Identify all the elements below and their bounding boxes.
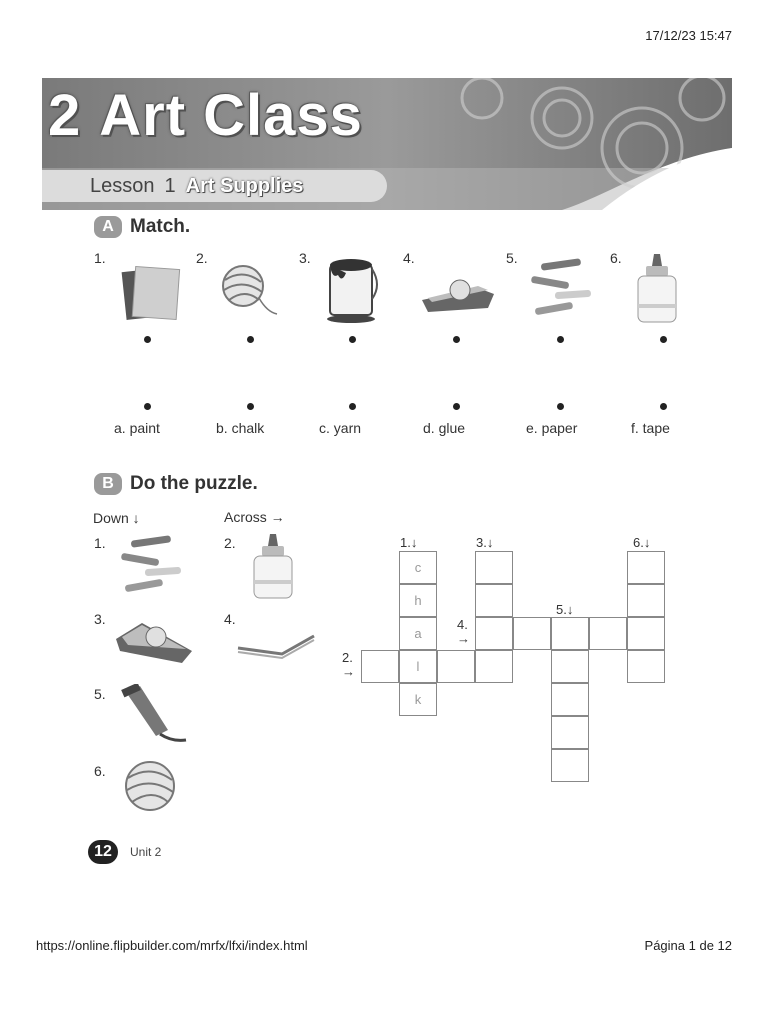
crossword-cell[interactable]	[361, 650, 399, 683]
clue-number: 1.	[94, 535, 106, 551]
crossword-label-5-down: 5.↓	[556, 602, 574, 617]
chalk-icon	[525, 255, 595, 321]
clue-number: 4.	[224, 611, 236, 627]
paper-icon	[236, 632, 318, 660]
match-answer: a. paint	[114, 420, 160, 436]
crossword-cell[interactable]	[627, 584, 665, 617]
lesson-label: Lesson	[90, 174, 155, 197]
crossword-cell[interactable]	[551, 716, 589, 749]
lesson-name: Art Supplies	[185, 174, 304, 197]
crossword-cell[interactable]: a	[399, 617, 437, 650]
match-item-number: 1.	[94, 250, 106, 266]
crossword-cell[interactable]: l	[399, 650, 437, 683]
match-dot-top[interactable]	[453, 336, 460, 343]
chalk-icon	[115, 532, 185, 598]
clue-number: 5.	[94, 686, 106, 702]
tape-dispenser-icon	[418, 272, 498, 316]
tape-dispenser-icon	[112, 615, 194, 667]
match-item-number: 6.	[610, 250, 622, 266]
unit-footer-label: Unit 2	[130, 845, 162, 859]
lesson-number: 1	[164, 174, 176, 197]
match-dot-bottom[interactable]	[247, 403, 254, 410]
crossword-cell[interactable]	[475, 617, 513, 650]
source-url: https://online.flipbuilder.com/mrfx/lfxi/index.html	[36, 938, 308, 953]
crossword-label-1-down: 1.↓	[400, 535, 418, 550]
crossword-arrow-2-across: →	[342, 664, 355, 679]
clue-number: 6.	[94, 763, 106, 779]
crossword-cell[interactable]: c	[399, 551, 437, 584]
match-answer: f. tape	[631, 420, 670, 436]
match-answer: d. glue	[423, 420, 466, 436]
crossword-label-3-down: 3.↓	[476, 535, 494, 550]
crossword-label-2-across: 2.	[342, 650, 353, 665]
section-b-header	[94, 473, 258, 495]
crossword-cell[interactable]	[437, 650, 475, 683]
unit-number: 2	[48, 83, 82, 148]
clue-number: 2.	[224, 535, 236, 551]
crossword-cell[interactable]	[475, 650, 513, 683]
section-a-badge: A	[94, 216, 122, 238]
section-a-title: Match.	[130, 216, 191, 237]
paint-tube-icon	[116, 684, 190, 746]
glue-bottle-icon	[632, 252, 682, 326]
crossword-cell[interactable]	[551, 650, 589, 683]
crossword-cell[interactable]	[551, 683, 589, 716]
unit-title	[48, 82, 363, 149]
crossword-arrow-4-across: →	[457, 631, 470, 646]
clue-number: 3.	[94, 611, 106, 627]
crossword-cell[interactable]	[551, 749, 589, 782]
page-number-badge: 12	[88, 840, 118, 864]
section-b-title: Do the puzzle.	[130, 473, 258, 494]
crossword-cell[interactable]	[627, 650, 665, 683]
unit-title-text: Art Class	[99, 83, 363, 148]
crossword-cell[interactable]	[513, 617, 551, 650]
match-dot-bottom[interactable]	[453, 403, 460, 410]
match-item-number: 2.	[196, 250, 208, 266]
match-answer: c. yarn	[319, 420, 362, 436]
section-a-header	[94, 216, 190, 238]
match-dot-bottom[interactable]	[660, 403, 667, 410]
crossword-cell[interactable]	[627, 551, 665, 584]
crossword-cell[interactable]	[589, 617, 627, 650]
match-dot-top[interactable]	[557, 336, 564, 343]
paint-can-icon	[320, 255, 386, 325]
lesson-bar	[42, 170, 387, 202]
down-label: Down ↓	[93, 510, 140, 526]
crossword-label-4-across: 4.	[457, 617, 468, 632]
yarn-icon	[118, 758, 184, 814]
crossword-cell[interactable]: h	[399, 584, 437, 617]
match-item-number: 4.	[403, 250, 415, 266]
match-dot-top[interactable]	[349, 336, 356, 343]
match-dot-top[interactable]	[144, 336, 151, 343]
crossword-label-6-down: 6.↓	[633, 535, 651, 550]
page-info: Página 1 de 12	[644, 938, 732, 953]
yarn-icon	[215, 262, 285, 322]
crossword-cell[interactable]: k	[399, 683, 437, 716]
match-dot-top[interactable]	[247, 336, 254, 343]
match-answer: b. chalk	[216, 420, 265, 436]
match-answer: e. paper	[526, 420, 578, 436]
paper-icon	[120, 262, 190, 322]
glue-bottle-icon	[248, 532, 298, 602]
match-dot-bottom[interactable]	[144, 403, 151, 410]
match-item-number: 3.	[299, 250, 311, 266]
crossword-cell[interactable]	[475, 551, 513, 584]
match-item-number: 5.	[506, 250, 518, 266]
crossword-cell[interactable]	[475, 584, 513, 617]
timestamp: 17/12/23 15:47	[645, 28, 732, 43]
match-dot-bottom[interactable]	[557, 403, 564, 410]
crossword-cell[interactable]	[627, 617, 665, 650]
match-dot-top[interactable]	[660, 336, 667, 343]
section-b-badge: B	[94, 473, 122, 495]
across-label: Across →	[224, 509, 285, 525]
match-dot-bottom[interactable]	[349, 403, 356, 410]
crossword-cell[interactable]	[551, 617, 589, 650]
